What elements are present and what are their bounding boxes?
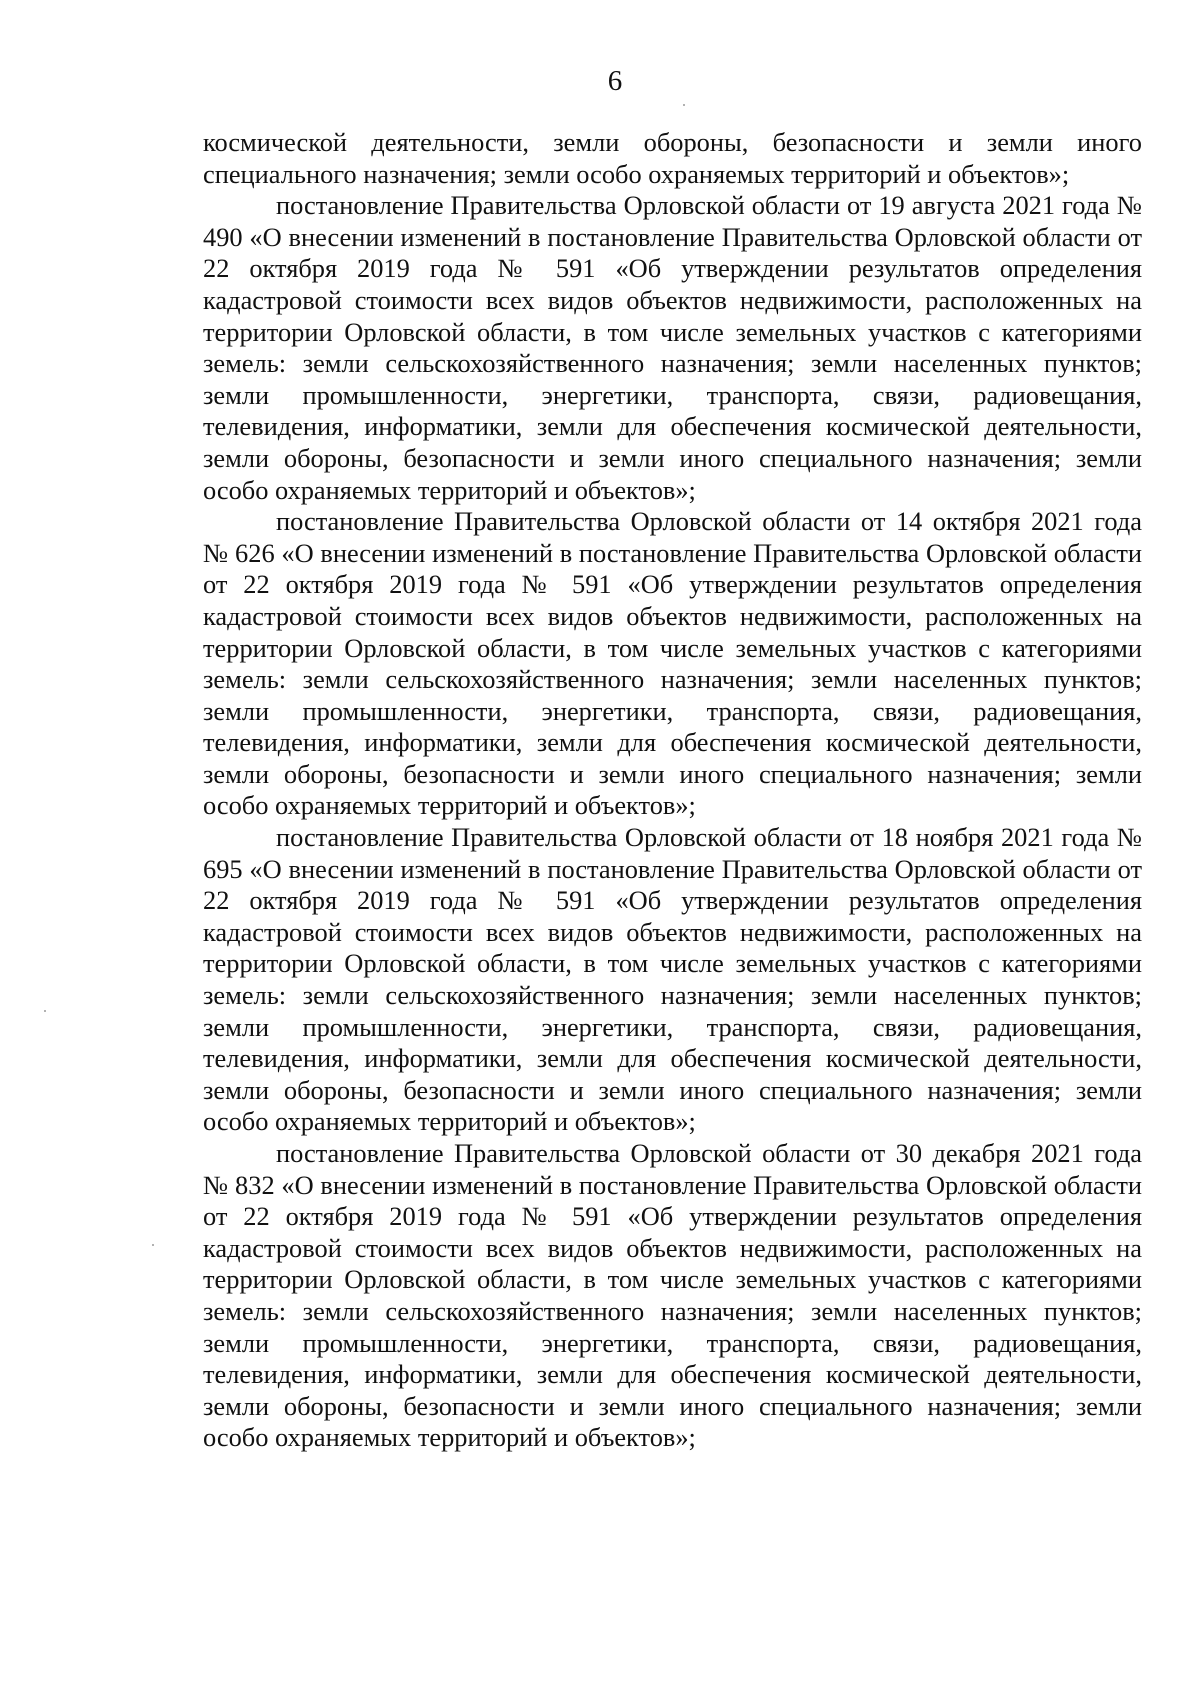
paragraph-resolution-626: постановление Правительства Орловской области от 14 октября 2021 года № 626 «О внесении изменений в постановление Правительства Орловской области от 22 октября 2019 года № 591 «Об утверждении результатов определения кадастровой стоимости всех видов объектов недвижимости, расположенных на территории Орловской области, в том числе земельных участков с категориями земель: земли сельскохозяйственного назначения; земли населенных пунктов; земли промышленности, энергетики, транспорта, связи, радиовещания, телевидения, информатики, земли для обеспечения космической деятельности, земли обороны, безопасности и земли иного специального назначения; земли особо охраняемых территорий и объектов»;: [203, 506, 1142, 821]
scan-speck: [152, 1244, 154, 1246]
page-number: 6: [607, 65, 623, 97]
scan-speck: [683, 104, 685, 106]
paragraph-resolution-490: постановление Правительства Орловской области от 19 августа 2021 года № 490 «О внесении изменений в постановление Правительства Орловской области от 22 октября 2019 года № 591 «Об утверждении результатов определения кадастровой стоимости всех видов объектов недвижимости, расположенных на территории Орловской области, в том числе земельных участков с категориями земель: земли сельскохозяйственного назначения; земли населенных пунктов; земли промышленности, энергетики, транспорта, связи, радиовещания, телевидения, информатики, земли для обеспечения космической деятельности, земли обороны, безопасности и земли иного специального назначения; земли особо охраняемых территорий и объектов»;: [203, 190, 1142, 505]
document-body: [203, 127, 1142, 1454]
scan-speck: [44, 1010, 46, 1012]
paragraph-resolution-695: постановление Правительства Орловской области от 18 ноября 2021 года № 695 «О внесении изменений в постановление Правительства Орловской области от 22 октября 2019 года № 591 «Об утверждении результатов определения кадастровой стоимости всех видов объектов недвижимости, расположенных на территории Орловской области, в том числе земельных участков с категориями земель: земли сельскохозяйственного назначения; земли населенных пунктов; земли промышленности, энергетики, транспорта, связи, радиовещания, телевидения, информатики, земли для обеспечения космической деятельности, земли обороны, безопасности и земли иного специального назначения; земли особо охраняемых территорий и объектов»;: [203, 822, 1142, 1137]
paragraph-resolution-832: постановление Правительства Орловской области от 30 декабря 2021 года № 832 «О внесении изменений в постановление Правительства Орловской области от 22 октября 2019 года № 591 «Об утверждении результатов определения кадастровой стоимости всех видов объектов недвижимости, расположенных на территории Орловской области, в том числе земельных участков с категориями земель: земли сельскохозяйственного назначения; земли населенных пунктов; земли промышленности, энергетики, транспорта, связи, радиовещания, телевидения, информатики, земли для обеспечения космической деятельности, земли обороны, безопасности и земли иного специального назначения; земли особо охраняемых территорий и объектов»;: [203, 1138, 1142, 1453]
paragraph-continuation: космической деятельности, земли обороны, безопасности и земли иного специального назначения; земли особо охраняемых территорий и объектов»;: [203, 127, 1142, 189]
